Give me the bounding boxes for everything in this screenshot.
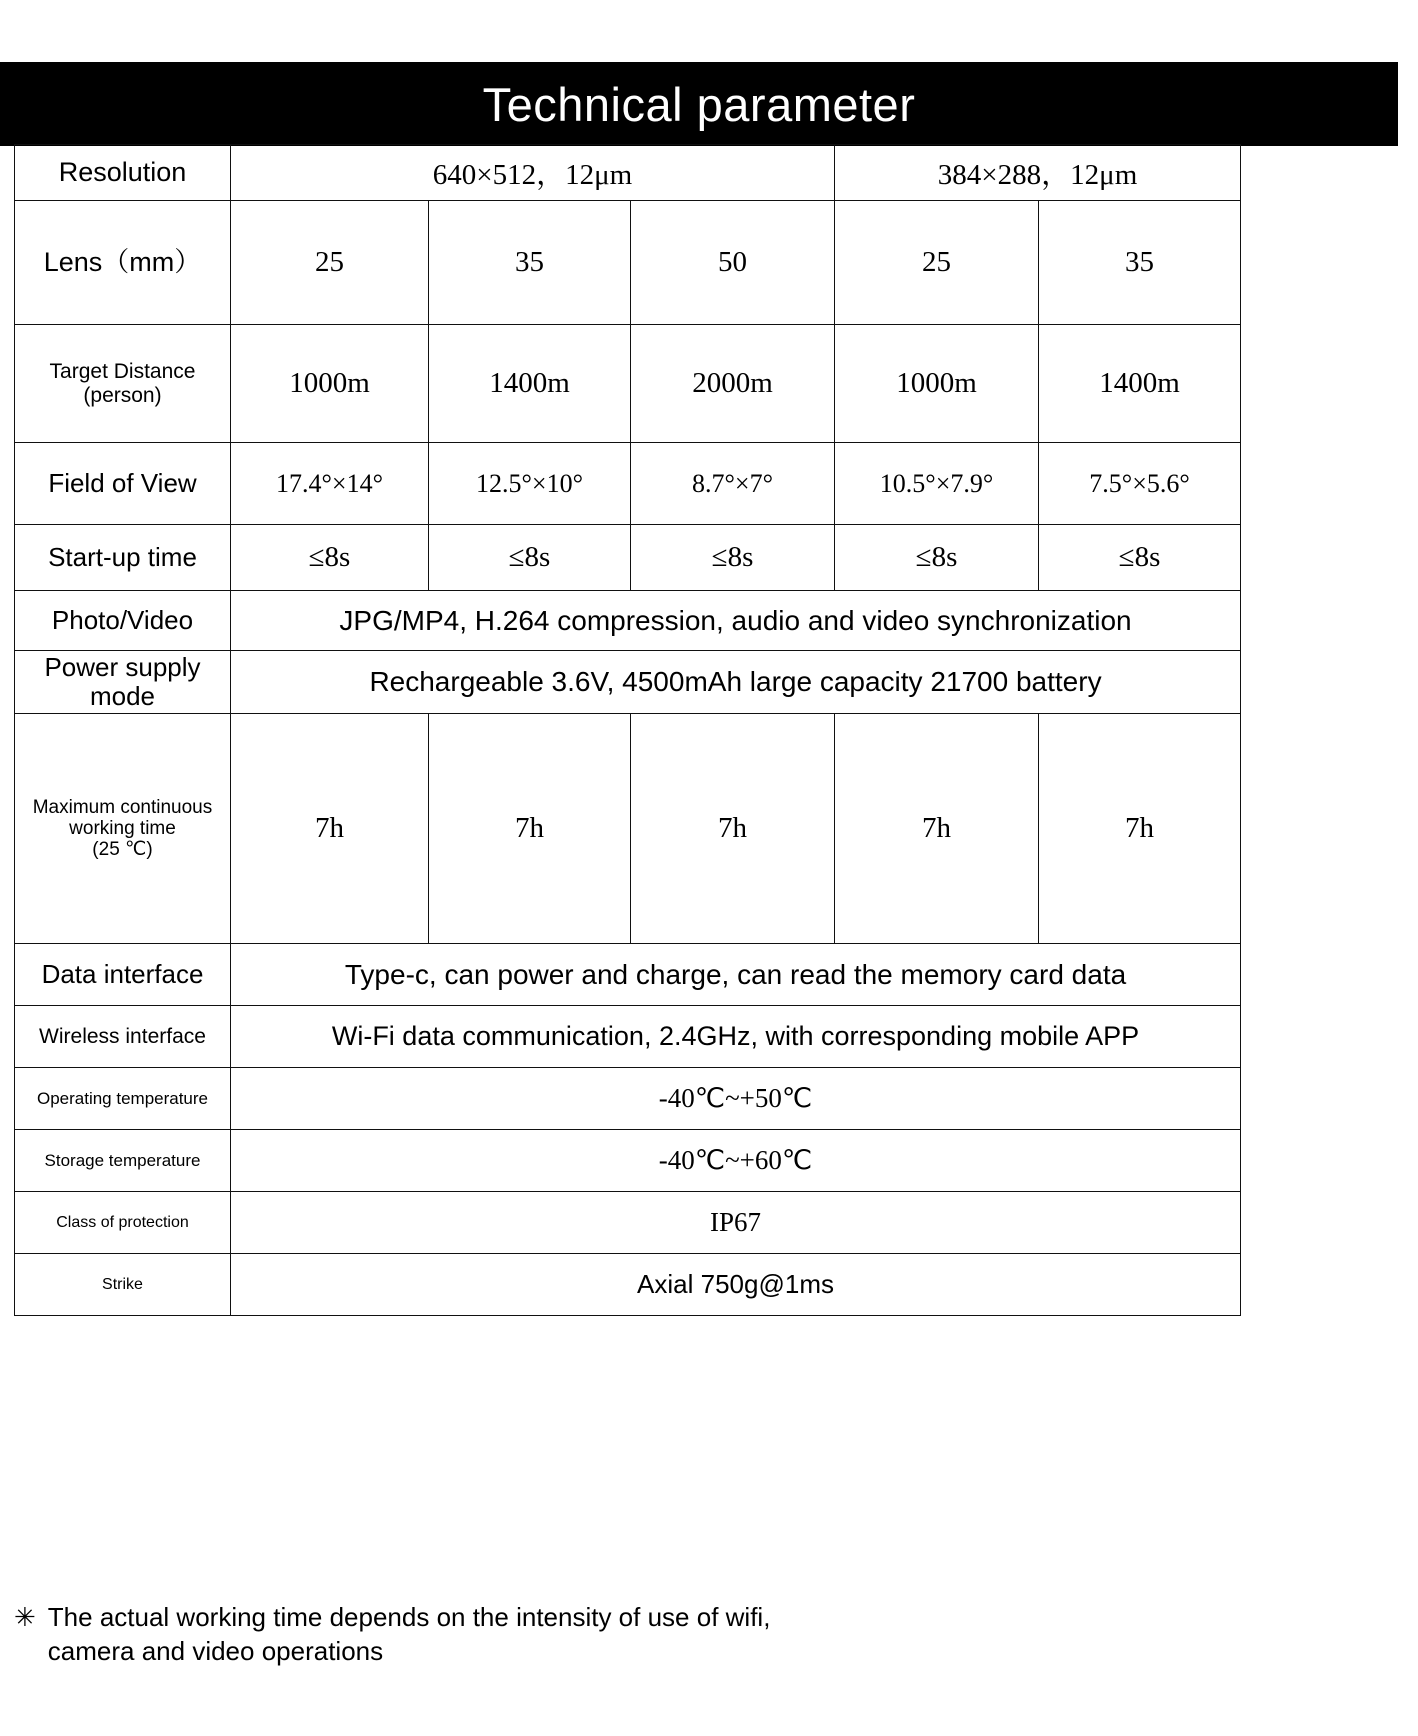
lens-value-4: 25 (835, 201, 1039, 325)
row-label-power-supply (15, 651, 231, 714)
max-working-time-value-2: 7h (429, 714, 631, 944)
field-of-view-value-2: 12.5°×10° (429, 443, 631, 525)
row-label-startup-time: Start-up time (15, 525, 231, 591)
class-of-protection-value: IP67 (231, 1192, 1241, 1254)
row-label-target-distance-line2: (person) (83, 383, 162, 407)
resolution-value-640: 640×512，12μm (231, 145, 835, 201)
lens-value-1: 25 (231, 201, 429, 325)
row-label-operating-temperature: Operating temperature (15, 1068, 231, 1130)
data-interface-value: Type-c, can power and charge, can read the memory card data (231, 944, 1241, 1006)
max-working-time-value-5: 7h (1039, 714, 1241, 944)
footnote (14, 1600, 1254, 1669)
table-row-data-interface (15, 944, 1241, 1006)
table-row-class-of-protection (15, 1192, 1241, 1254)
row-label-storage-temperature: Storage temperature (15, 1130, 231, 1192)
lens-value-5: 35 (1039, 201, 1241, 325)
table-row-lens (15, 201, 1241, 325)
max-working-time-value-4: 7h (835, 714, 1039, 944)
row-label-power-supply-line1: Power supply (44, 652, 201, 682)
target-distance-value-5: 1400m (1039, 325, 1241, 443)
power-supply-value: Rechargeable 3.6V, 4500mAh large capacity 21700 battery (231, 651, 1241, 714)
photo-video-value: JPG/MP4, H.264 compression, audio and video synchronization (231, 591, 1241, 651)
table-row-field-of-view (15, 443, 1241, 525)
max-working-time-value-3: 7h (631, 714, 835, 944)
startup-time-value-3: ≤8s (631, 525, 835, 591)
row-label-strike: Strike (15, 1254, 231, 1316)
asterisk-icon: ✳ (14, 1602, 36, 1632)
field-of-view-value-1: 17.4°×14° (231, 443, 429, 525)
row-label-target-distance (15, 325, 231, 443)
target-distance-value-3: 2000m (631, 325, 835, 443)
footnote-text (48, 1600, 1254, 1669)
row-label-photo-video: Photo/Video (15, 591, 231, 651)
operating-temperature-value: -40℃~+50℃ (231, 1068, 1241, 1130)
row-label-class-of-protection: Class of protection (15, 1192, 231, 1254)
lens-value-2: 35 (429, 201, 631, 325)
table-row-wireless-interface (15, 1006, 1241, 1068)
startup-time-value-1: ≤8s (231, 525, 429, 591)
table-row-power-supply (15, 651, 1241, 714)
table-row-startup-time (15, 525, 1241, 591)
startup-time-value-2: ≤8s (429, 525, 631, 591)
specification-table (14, 144, 1241, 1316)
table-row-operating-temperature (15, 1068, 1241, 1130)
row-label-target-distance-line1: Target Distance (49, 359, 196, 383)
field-of-view-value-4: 10.5°×7.9° (835, 443, 1039, 525)
row-label-max-working-time-line2: working time (69, 818, 176, 840)
startup-time-value-4: ≤8s (835, 525, 1039, 591)
row-label-field-of-view: Field of View (15, 443, 231, 525)
table-row-resolution (15, 145, 1241, 201)
resolution-value-384: 384×288，12μm (835, 145, 1241, 201)
target-distance-value-1: 1000m (231, 325, 429, 443)
field-of-view-value-3: 8.7°×7° (631, 443, 835, 525)
page-title: Technical parameter (482, 77, 916, 131)
target-distance-value-2: 1400m (429, 325, 631, 443)
row-label-max-working-time-line1: Maximum continuous (32, 796, 213, 818)
row-label-lens: Lens（mm） (15, 201, 231, 325)
table-row-target-distance (15, 325, 1241, 443)
storage-temperature-value: -40℃~+60℃ (231, 1130, 1241, 1192)
title-banner (0, 62, 1398, 146)
field-of-view-value-5: 7.5°×5.6° (1039, 443, 1241, 525)
startup-time-value-5: ≤8s (1039, 525, 1241, 591)
row-label-resolution: Resolution (15, 145, 231, 201)
footnote-line-2: camera and video operations (47, 1636, 384, 1667)
footnote-line-1: The actual working time depends on the intensity of use of wifi, (47, 1602, 771, 1632)
row-label-power-supply-line2: mode (89, 681, 156, 712)
table-row-max-working-time (15, 714, 1241, 944)
table-row-strike (15, 1254, 1241, 1316)
row-label-wireless-interface: Wireless interface (15, 1006, 231, 1068)
table-row-photo-video (15, 591, 1241, 651)
row-label-max-working-time (15, 714, 231, 944)
max-working-time-value-1: 7h (231, 714, 429, 944)
strike-value: Axial 750g@1ms (231, 1254, 1241, 1316)
lens-value-3: 50 (631, 201, 835, 325)
row-label-max-working-time-line3: (25 ℃) (92, 839, 153, 861)
wireless-interface-value: Wi-Fi data communication, 2.4GHz, with corresponding mobile APP (231, 1006, 1241, 1068)
row-label-data-interface: Data interface (15, 944, 231, 1006)
table-row-storage-temperature (15, 1130, 1241, 1192)
target-distance-value-4: 1000m (835, 325, 1039, 443)
